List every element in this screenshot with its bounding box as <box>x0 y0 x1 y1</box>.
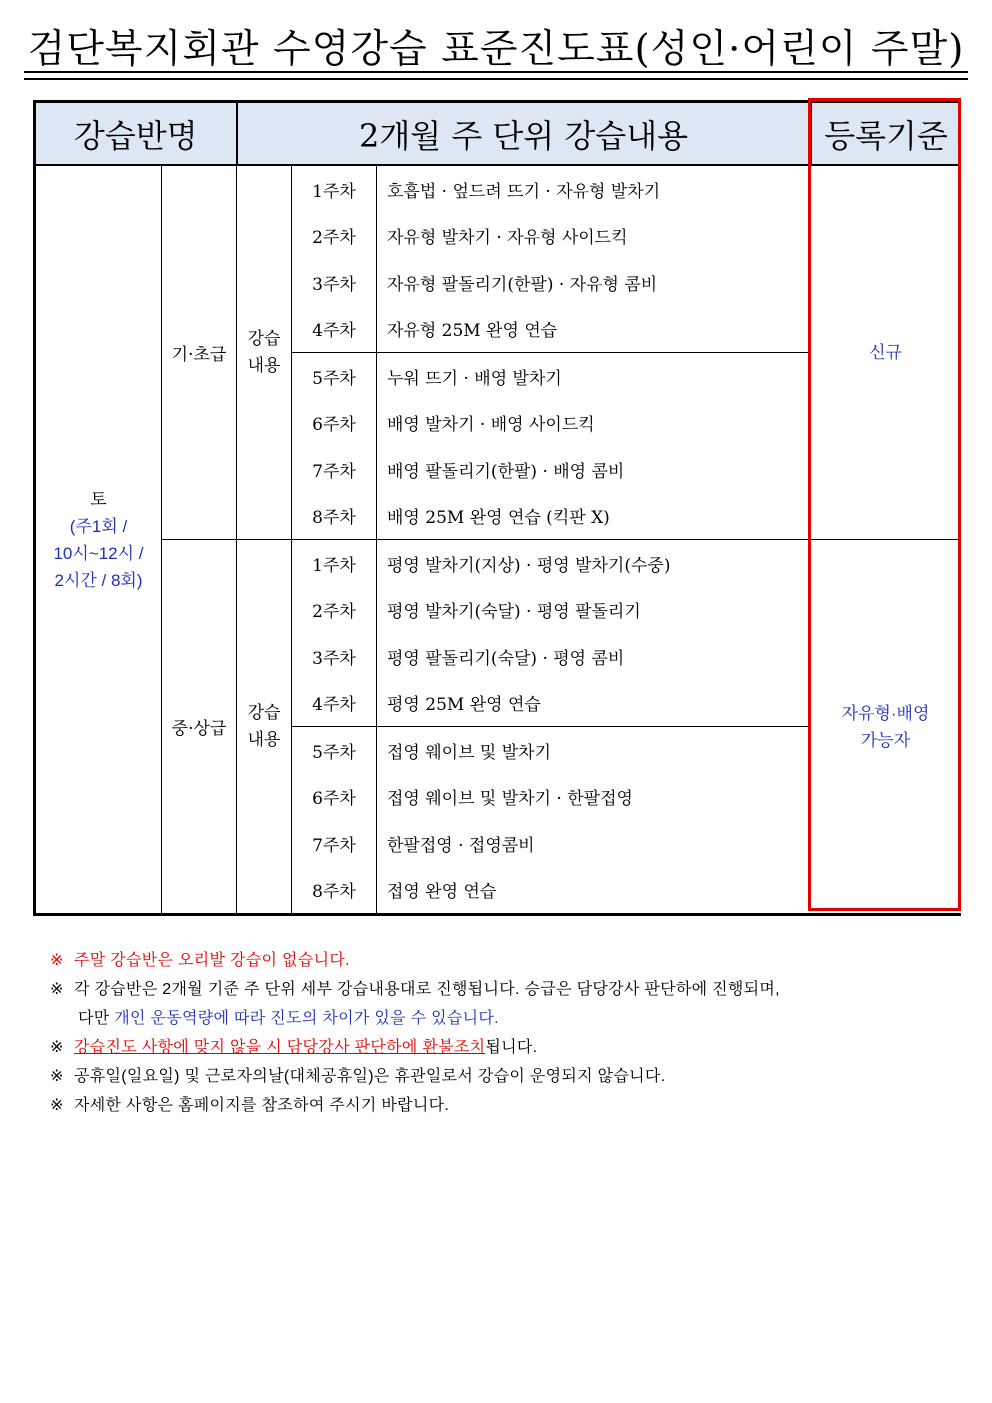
week-content: 배영 발차기 · 배영 사이드킥 <box>387 415 595 436</box>
note-text: 공휴일(일요일) 및 근로자의날(대체공휴일)은 휴관일로서 강습이 운영되지 않습니다. <box>74 1068 666 1085</box>
note-text: 자세한 사항은 홈페이지를 참조하여 주시기 바랍니다. <box>74 1097 450 1114</box>
criteria-text-line2: 가능자 <box>860 730 911 750</box>
note-mark: ※ <box>50 952 64 969</box>
header-content: 2개월 주 단위 강습내용 <box>237 102 811 166</box>
week-content: 접영 완영 연습 <box>377 867 811 915</box>
week-label: 2주차 <box>292 213 377 260</box>
week-label: 1주차 <box>292 165 377 213</box>
level-name: 중·상급 <box>162 540 237 915</box>
note-mark: ※ <box>50 1097 64 1114</box>
criteria-text: 신규 <box>869 343 902 362</box>
week-label: 6주차 <box>292 400 377 447</box>
week-label: 7주차 <box>292 820 377 867</box>
week-content: 누워 뜨기 · 배영 발차기 <box>387 368 562 389</box>
note-text: 각 강습반은 2개월 기준 주 단위 세부 강습내용대로 진행됩니다. 승급은 담당강사 판단하에 진행되며, <box>74 981 780 998</box>
day-label: 토 <box>90 489 107 509</box>
week-label: 3주차 <box>292 259 377 306</box>
week-label: 5주차 <box>292 727 377 774</box>
week-content: 배영 25M 완영 연습 (킥판 X) <box>377 493 811 540</box>
week-content: 호흡법 · 엎드려 뜨기 · 자유형 발차기 <box>387 181 661 202</box>
subject-line2: 내용 <box>247 355 281 376</box>
day-duration: 2시간 / 8회) <box>54 570 143 590</box>
day-frequency: (주1회 / <box>69 516 128 536</box>
header-row <box>35 102 961 166</box>
week-label: 4주차 <box>292 680 377 727</box>
week-label: 6주차 <box>292 774 377 821</box>
note-homepage <box>50 1091 950 1120</box>
notes-section <box>50 946 950 1120</box>
note-progression-continued <box>50 1004 950 1033</box>
note-text-highlight: 개인 운동역량에 따라 진도의 차이가 있을 수 있습니다. <box>114 1010 499 1027</box>
note-mark: ※ <box>50 1068 64 1085</box>
week-content: 평영 팔돌리기(숙달) · 평영 콤비 <box>387 648 625 669</box>
week-content: 평영 발차기(숙달) · 평영 팔돌리기 <box>387 602 641 623</box>
subject-line2: 내용 <box>247 729 281 750</box>
week-label: 4주차 <box>292 306 377 353</box>
criteria-cell <box>811 165 961 540</box>
week-label: 3주차 <box>292 633 377 680</box>
week-label: 8주차 <box>292 493 377 540</box>
note-holidays <box>50 1062 950 1091</box>
table-row <box>35 540 961 587</box>
criteria-text: 자유형·배영 <box>841 703 930 723</box>
week-content: 자유형 25M 완영 연습 <box>377 306 811 353</box>
week-label: 5주차 <box>292 353 377 400</box>
day-time: 10시~12시 / <box>53 543 144 563</box>
note-mark: ※ <box>50 981 64 998</box>
subject-line1: 강습 <box>247 328 281 349</box>
week-label: 7주차 <box>292 446 377 493</box>
week-label: 2주차 <box>292 587 377 634</box>
header-criteria: 등록기준 <box>811 102 961 166</box>
week-content: 접영 웨이브 및 발차기 · 한팔접영 <box>387 789 633 810</box>
week-label: 1주차 <box>292 540 377 587</box>
table-row <box>35 165 961 213</box>
week-label: 8주차 <box>292 867 377 915</box>
schedule-table <box>33 100 961 916</box>
note-text-highlight: 강습진도 사항에 맞지 않을 시 담당강사 판단하에 환불조치 <box>74 1039 486 1056</box>
page-title <box>0 28 992 76</box>
title-text: 검단복지회관 수영강습 표준진도표(성인·어린이 주말) <box>28 28 965 76</box>
note-mark: ※ <box>50 1039 64 1056</box>
note-progression <box>50 975 950 1004</box>
note-text: 다만 <box>78 1010 115 1027</box>
subject-line1: 강습 <box>247 702 281 723</box>
week-content: 접영 웨이브 및 발차기 <box>387 742 552 763</box>
week-content: 배영 팔돌리기(한팔) · 배영 콤비 <box>387 461 625 482</box>
note-text: 주말 강습반은 오리발 강습이 없습니다. <box>74 952 350 969</box>
week-content: 자유형 발차기 · 자유형 사이드킥 <box>387 228 628 249</box>
week-content: 한팔접영 · 접영콤비 <box>387 835 535 856</box>
week-content: 평영 25M 완영 연습 <box>377 680 811 727</box>
header-class-name: 강습반명 <box>35 102 237 166</box>
week-content: 자유형 팔돌리기(한팔) · 자유형 콤비 <box>387 274 658 295</box>
criteria-cell <box>811 540 961 915</box>
subject-cell <box>237 540 292 915</box>
note-refund <box>50 1033 950 1062</box>
note-text: 됩니다. <box>485 1039 538 1056</box>
note-no-fins <box>50 946 950 975</box>
week-content: 평영 발차기(지상) · 평영 발차기(수중) <box>387 555 671 576</box>
subject-cell <box>237 165 292 540</box>
day-cell <box>35 165 162 915</box>
level-name: 기·초급 <box>162 165 237 540</box>
